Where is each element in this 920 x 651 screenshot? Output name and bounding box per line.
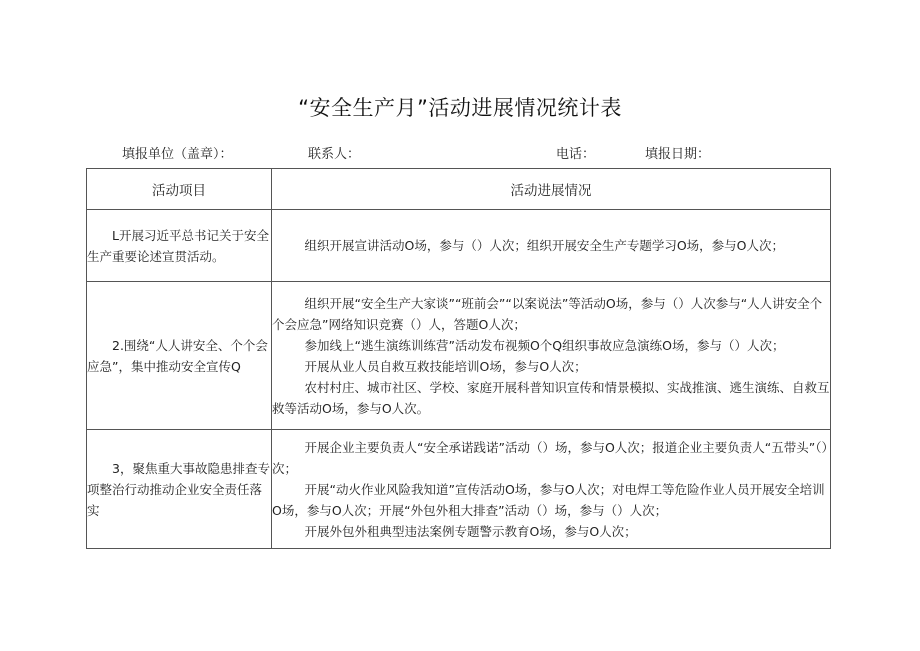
page-title: “安全生产月”活动进展情况统计表 bbox=[298, 96, 622, 120]
progress-line: 组织开展“安全生产大家谈”“班前会”“以案说法”等活动O场，参与（）人次参与“人人讲安全个个会应急”网络知识竞赛（）人，答题O人次； bbox=[272, 295, 823, 332]
table-header-row bbox=[87, 169, 831, 210]
table-row bbox=[87, 430, 831, 549]
activity-item-cell bbox=[87, 210, 272, 282]
activity-item-text: 3，聚焦重大事故隐患排查专项整治行动推动企业安全责任落实 bbox=[87, 460, 270, 518]
progress-line: 开展从业人员自救互救技能培训O场，参与O人次； bbox=[304, 358, 587, 374]
contact-label: 联系人： bbox=[308, 147, 361, 162]
progress-line: 开展外包外租典型违法案例专题警示教育O场，参与O人次； bbox=[304, 523, 637, 539]
activity-progress-cell bbox=[272, 282, 831, 430]
progress-line: 农村村庄、城市社区、学校、家庭开展科普知识宣传和情景模拟、实战推演、逃生演练、自救互救等活动O场，参与O人次。 bbox=[272, 379, 830, 416]
activity-item-text: 2.围绕“人人讲安全、个个会应急”，集中推动安全宣传Q bbox=[87, 337, 268, 374]
header-activity-progress: 活动进展情况 bbox=[272, 169, 831, 210]
header-activity-item: 活动项目 bbox=[87, 169, 272, 210]
phone-label: 电话： bbox=[556, 147, 596, 162]
activity-item-cell bbox=[87, 282, 272, 430]
activity-progress-cell bbox=[272, 430, 831, 549]
table-row bbox=[87, 210, 831, 282]
activity-item-cell bbox=[87, 430, 272, 549]
progress-line: 开展企业主要负责人“安全承诺践诺”活动（）场，参与O人次；报道企业主要负责人“五带头”（）次； bbox=[272, 439, 828, 476]
progress-table bbox=[86, 168, 831, 549]
progress-line: 参加线上“逃生演练训练营”活动发布视频O个Q组织事故应急演练O场，参与（）人次； bbox=[304, 337, 785, 353]
activity-progress-cell bbox=[272, 210, 831, 282]
activity-item-text: L开展习近平总书记关于安全生产重要论述宣贯活动。 bbox=[87, 227, 269, 264]
table-row bbox=[87, 282, 831, 430]
progress-line: 组织开展宣讲活动O场，参与（）人次；组织开展安全生产专题学习O场，参与O人次； bbox=[304, 238, 785, 253]
fill-unit-label: 填报单位（盖章）： bbox=[122, 147, 233, 162]
fill-date-label: 填报日期： bbox=[645, 147, 711, 162]
progress-line: 开展“动火作业风险我知道”宣传活动O场，参与O人次；对电焊工等危险作业人员开展安全培训O场，参与O人次；开展“外包外租大排查”活动（）场，参与（）人次； bbox=[272, 481, 825, 518]
